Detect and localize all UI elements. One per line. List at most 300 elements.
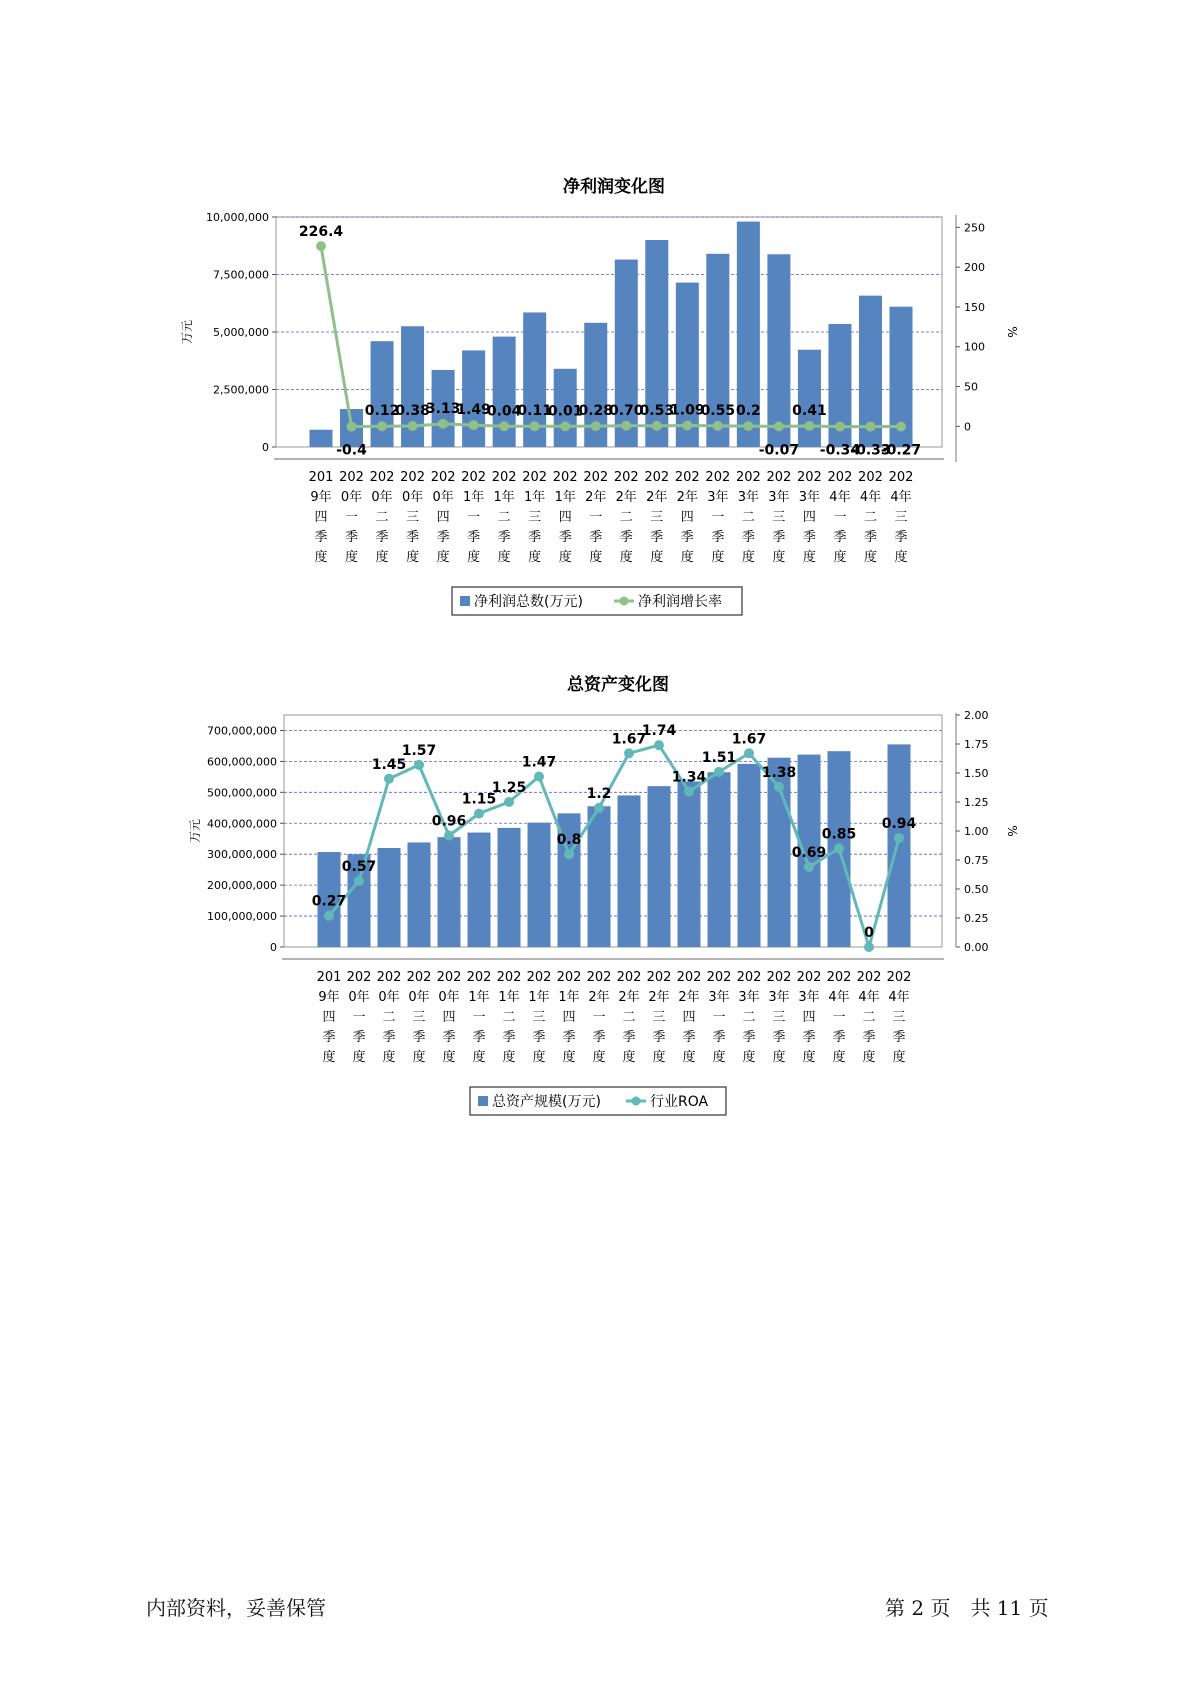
x-tick-label: 3年 — [708, 990, 730, 1005]
x-tick-label: 度 — [352, 1050, 366, 1065]
x-tick-label: 三 — [772, 1010, 786, 1025]
x-tick-label: 一 — [472, 1010, 486, 1025]
line-point — [684, 787, 694, 797]
y-tick-label: 200,000,000 — [207, 879, 277, 893]
x-tick-label: 季 — [682, 1030, 696, 1045]
x-tick-label: 度 — [650, 550, 664, 565]
x-tick-label: 度 — [472, 1050, 486, 1065]
x-tick-label: 三 — [652, 1010, 666, 1025]
y2-tick-label: 1.00 — [964, 825, 989, 838]
x-tick-label: 四 — [314, 510, 328, 525]
x-tick-label: 度 — [345, 550, 359, 565]
x-tick-label: 季 — [322, 1030, 336, 1045]
line-point — [347, 422, 357, 432]
net-profit-chart — [0, 160, 1191, 630]
data-label: 0.28 — [578, 403, 614, 420]
x-tick-label: 三 — [412, 1010, 426, 1025]
x-tick-label: 1年 — [524, 490, 546, 505]
x-tick-label: 一 — [345, 510, 359, 525]
x-tick-label: 四 — [442, 1010, 456, 1025]
x-tick-label: 季 — [589, 530, 603, 545]
x-tick-label: 一 — [711, 510, 725, 525]
y-tick-label: 10,000,000 — [206, 211, 269, 224]
x-tick-label: 度 — [894, 550, 908, 565]
x-tick-label: 季 — [772, 1030, 786, 1045]
x-tick-label: 季 — [467, 530, 481, 545]
bar — [708, 772, 731, 947]
line-point — [474, 809, 484, 819]
x-tick-label: 202 — [400, 470, 425, 485]
x-tick-label: 3年 — [738, 990, 760, 1005]
x-tick-label: 度 — [528, 550, 542, 565]
y2-axis-label: % — [1005, 825, 1019, 837]
x-tick-label: 季 — [412, 1030, 426, 1045]
x-tick-label: 202 — [430, 470, 456, 485]
x-tick-label: 3年 — [798, 990, 820, 1005]
legend-bar-swatch — [460, 596, 470, 606]
x-tick-label: 2年 — [615, 490, 637, 505]
x-tick-label: 二 — [497, 510, 511, 525]
x-tick-label: 202 — [766, 470, 792, 485]
legend-line-point — [620, 597, 629, 606]
x-tick-label: 度 — [742, 1050, 756, 1065]
x-tick-label: 2年 — [676, 490, 698, 505]
x-tick-label: 季 — [832, 1030, 846, 1045]
line-point — [591, 421, 601, 431]
x-tick-label: 二 — [863, 510, 877, 525]
y-tick-label: 0 — [262, 441, 269, 454]
data-label: 1.51 — [701, 749, 737, 766]
data-label: 1.15 — [461, 791, 497, 808]
x-tick-label: 度 — [682, 1050, 696, 1065]
x-tick-label: 9年 — [310, 490, 332, 505]
x-tick-label: 1年 — [558, 990, 580, 1005]
x-tick-label: 202 — [706, 970, 732, 985]
x-tick-label: 四 — [802, 1010, 816, 1025]
x-tick-label: 季 — [741, 530, 755, 545]
line-point — [743, 421, 753, 431]
x-tick-label: 0年 — [432, 490, 454, 505]
x-tick-label: 度 — [622, 1050, 636, 1065]
line-point — [414, 760, 424, 770]
x-tick-label: 202 — [586, 970, 612, 985]
x-tick-label: 度 — [314, 550, 328, 565]
data-label: 0.8 — [556, 832, 582, 849]
line-point — [864, 942, 874, 952]
x-tick-label: 季 — [436, 530, 450, 545]
x-tick-label: 季 — [528, 530, 542, 545]
x-tick-label: 202 — [736, 970, 762, 985]
x-tick-label: 度 — [619, 550, 633, 565]
bar — [310, 430, 333, 447]
y2-tick-label: 250 — [964, 221, 985, 235]
x-tick-label: 0年 — [438, 990, 460, 1005]
line-point — [624, 748, 634, 758]
y-tick-label: 700,000,000 — [207, 724, 277, 738]
data-label: 226.4 — [298, 224, 344, 241]
x-tick-label: 季 — [742, 1030, 756, 1045]
x-tick-label: 202 — [858, 470, 883, 485]
x-tick-label: 度 — [711, 550, 725, 565]
x-tick-label: 度 — [772, 550, 786, 565]
bar — [498, 828, 521, 947]
chart-title: 净利润变化图 — [563, 177, 665, 197]
x-tick-label: 2年 — [678, 990, 700, 1005]
x-tick-label: 0年 — [378, 990, 400, 1005]
line-point — [652, 421, 662, 431]
line-point — [499, 421, 509, 431]
x-tick-label: 2年 — [588, 990, 610, 1005]
data-label: 1.09 — [670, 402, 705, 419]
x-tick-label: 三 — [892, 1010, 906, 1025]
x-tick-label: 季 — [772, 530, 786, 545]
x-tick-label: 度 — [406, 550, 420, 565]
x-tick-label: 度 — [592, 1050, 606, 1065]
x-tick-label: 三 — [650, 510, 664, 525]
data-label: 1.34 — [671, 769, 707, 786]
x-tick-label: 1年 — [528, 990, 550, 1005]
x-tick-label: 202 — [827, 470, 853, 485]
data-label: 0.11 — [517, 403, 552, 420]
x-tick-label: 202 — [886, 970, 912, 985]
line-point — [444, 831, 454, 841]
x-tick-label: 度 — [502, 1050, 516, 1065]
x-tick-label: 季 — [382, 1030, 396, 1045]
y-axis-label: 万元 — [188, 818, 202, 844]
bar — [438, 837, 461, 947]
x-tick-label: 度 — [680, 550, 694, 565]
x-tick-label: 2年 — [585, 490, 607, 505]
x-tick-label: 202 — [496, 970, 522, 985]
x-tick-label: 度 — [375, 550, 389, 565]
line-point — [714, 767, 724, 777]
x-tick-label: 度 — [832, 1050, 846, 1065]
x-tick-label: 一 — [467, 510, 481, 525]
chart-svg — [0, 660, 1191, 1130]
x-tick-label: 三 — [772, 510, 786, 525]
x-tick-label: 0年 — [348, 990, 370, 1005]
x-tick-label: 202 — [583, 470, 609, 485]
y2-tick-label: 1.25 — [964, 796, 989, 809]
y2-tick-label: 2.00 — [964, 709, 989, 722]
x-tick-label: 202 — [646, 970, 672, 985]
x-tick-label: 二 — [619, 510, 633, 525]
line-point — [384, 774, 394, 784]
x-tick-label: 202 — [376, 970, 402, 985]
x-tick-label: 三 — [532, 1010, 546, 1025]
bar — [798, 350, 821, 447]
data-label: 0.55 — [700, 402, 736, 419]
line-point — [438, 419, 448, 429]
data-label: 0.57 — [341, 858, 377, 875]
x-tick-label: 二 — [862, 1010, 876, 1025]
x-tick-label: 2年 — [646, 490, 668, 505]
x-tick-label: 四 — [322, 1010, 336, 1025]
x-tick-label: 四 — [802, 510, 816, 525]
y-axis-label: 万元 — [180, 319, 194, 345]
x-tick-label: 度 — [863, 550, 877, 565]
x-tick-label: 0年 — [408, 990, 430, 1005]
data-label: 0.27 — [311, 893, 347, 910]
y-tick-label: 0 — [270, 941, 277, 954]
line-point — [316, 241, 326, 251]
line-point — [774, 421, 784, 431]
x-tick-label: 二 — [502, 1010, 516, 1025]
x-tick-label: 202 — [797, 470, 822, 485]
data-label: 0.94 — [881, 815, 917, 832]
data-label: 1.38 — [761, 764, 797, 781]
y-tick-label: 500,000,000 — [207, 786, 277, 800]
data-label: 0.41 — [792, 402, 827, 419]
x-tick-label: 202 — [369, 470, 395, 485]
x-tick-label: 3年 — [707, 490, 729, 505]
data-label: -0.07 — [758, 442, 800, 459]
x-tick-label: 一 — [592, 1010, 606, 1025]
x-tick-label: 一 — [352, 1010, 366, 1025]
bar — [888, 744, 911, 947]
line-point — [377, 421, 387, 431]
data-label: 1.25 — [491, 780, 527, 796]
x-tick-label: 202 — [522, 470, 548, 485]
x-tick-label: 一 — [832, 1010, 846, 1025]
x-tick-label: 季 — [562, 1030, 576, 1045]
line-point — [804, 421, 814, 431]
x-tick-label: 4年 — [859, 490, 882, 505]
y-tick-label: 7,500,000 — [213, 268, 269, 282]
x-tick-label: 度 — [412, 1050, 426, 1065]
x-tick-label: 4年 — [829, 490, 851, 505]
line-point — [469, 420, 479, 430]
x-tick-label: 202 — [796, 970, 822, 985]
x-tick-label: 度 — [802, 1050, 816, 1065]
x-tick-label: 度 — [497, 550, 511, 565]
x-tick-label: 季 — [442, 1030, 456, 1045]
bar — [378, 848, 401, 947]
x-tick-label: 季 — [894, 530, 908, 545]
x-tick-label: 度 — [802, 550, 816, 565]
x-tick-label: 四 — [558, 510, 572, 525]
data-label: 0.04 — [486, 403, 522, 420]
x-tick-label: 一 — [833, 510, 847, 525]
y-tick-label: 600,000,000 — [207, 755, 277, 769]
line-point — [774, 782, 784, 792]
data-label: -0.4 — [336, 442, 367, 459]
x-tick-label: 3年 — [798, 490, 821, 505]
data-label: 0 — [864, 925, 874, 941]
x-tick-label: 四 — [436, 510, 450, 525]
chart-title: 总资产变化图 — [567, 675, 669, 695]
y-tick-label: 2,500,000 — [213, 383, 269, 397]
data-label: -0.34 — [819, 442, 861, 459]
line-point — [564, 849, 574, 859]
line-point — [654, 740, 664, 750]
bar — [618, 795, 641, 947]
x-tick-label: 季 — [712, 1030, 726, 1045]
x-tick-label: 季 — [345, 530, 359, 545]
y2-tick-label: 0.75 — [964, 854, 989, 867]
x-tick-label: 202 — [436, 970, 462, 985]
x-tick-label: 1年 — [462, 490, 485, 505]
x-tick-label: 季 — [650, 530, 664, 545]
x-tick-label: 202 — [705, 470, 731, 485]
line-point — [621, 421, 631, 431]
bar — [678, 782, 701, 947]
line-point — [865, 422, 875, 432]
bar — [738, 764, 761, 947]
x-tick-label: 度 — [562, 1050, 576, 1065]
line-point — [894, 833, 904, 843]
legend-line-point — [632, 1097, 641, 1106]
x-tick-label: 3年 — [768, 990, 790, 1005]
x-tick-label: 202 — [616, 970, 642, 985]
x-tick-label: 202 — [491, 470, 517, 485]
x-tick-label: 季 — [802, 530, 816, 545]
x-tick-label: 2年 — [618, 990, 640, 1005]
y2-tick-label: 0.25 — [964, 912, 989, 925]
x-tick-label: 一 — [589, 510, 603, 525]
x-tick-label: 度 — [442, 1050, 456, 1065]
x-tick-label: 度 — [532, 1050, 546, 1065]
line-point — [713, 421, 723, 431]
x-tick-label: 202 — [735, 470, 761, 485]
x-tick-label: 0年 — [340, 490, 363, 505]
x-tick-label: 202 — [406, 970, 432, 985]
y-tick-label: 300,000,000 — [207, 848, 277, 862]
data-label: -0.33 — [850, 442, 891, 459]
x-tick-label: 度 — [382, 1050, 396, 1065]
y2-tick-label: 1.50 — [964, 767, 989, 780]
x-tick-label: 1年 — [468, 990, 490, 1005]
line-point — [834, 843, 844, 853]
x-tick-label: 202 — [466, 970, 492, 985]
x-tick-label: 202 — [826, 970, 852, 985]
y2-tick-label: 50 — [964, 380, 978, 394]
x-tick-label: 202 — [674, 470, 700, 485]
footer-confidential-note: 内部资料，妥善保管 — [146, 1596, 326, 1620]
line-point — [530, 421, 540, 431]
x-tick-label: 0年 — [371, 490, 393, 505]
x-tick-label: 4年 — [858, 990, 880, 1005]
bar — [468, 833, 491, 947]
x-tick-label: 二 — [375, 510, 389, 525]
x-tick-label: 202 — [461, 470, 487, 485]
x-tick-label: 202 — [856, 970, 882, 985]
x-tick-label: 二 — [742, 1010, 756, 1025]
x-tick-label: 202 — [556, 970, 582, 985]
x-tick-label: 季 — [680, 530, 694, 545]
data-label: 1.47 — [521, 754, 557, 771]
x-tick-label: 度 — [467, 550, 481, 565]
y2-tick-label: 150 — [964, 300, 985, 314]
data-label: 0.69 — [791, 844, 827, 861]
line-point — [594, 803, 604, 813]
line-point — [804, 862, 814, 872]
x-tick-label: 二 — [382, 1010, 396, 1025]
x-tick-label: 度 — [652, 1050, 666, 1065]
legend-bar-swatch — [478, 1096, 488, 1106]
data-label: 3.13 — [425, 400, 461, 417]
y2-tick-label: 100 — [964, 340, 985, 354]
data-label: 0.38 — [395, 403, 430, 420]
x-tick-label: 4年 — [890, 490, 912, 505]
x-tick-label: 度 — [558, 550, 572, 565]
y2-tick-label: 1.75 — [964, 738, 989, 751]
data-label: 1.2 — [586, 785, 612, 802]
x-tick-label: 3年 — [768, 490, 790, 505]
x-tick-label: 四 — [562, 1010, 576, 1025]
x-tick-label: 度 — [833, 550, 847, 565]
x-tick-label: 季 — [802, 1030, 816, 1045]
x-tick-label: 202 — [346, 970, 372, 985]
total-assets-chart — [0, 660, 1191, 1130]
x-tick-label: 202 — [644, 470, 670, 485]
legend-item-line: 净利润增长率 — [638, 594, 722, 610]
line-point — [744, 748, 754, 758]
x-tick-label: 季 — [863, 530, 877, 545]
x-tick-label: 202 — [888, 470, 914, 485]
x-tick-label: 季 — [406, 530, 420, 545]
x-tick-label: 1年 — [498, 990, 520, 1005]
data-label: 1.57 — [401, 742, 437, 759]
x-tick-label: 度 — [741, 550, 755, 565]
line-point — [682, 420, 692, 430]
legend-item-line: 行业ROA — [650, 1094, 709, 1110]
data-label: 1.67 — [611, 731, 647, 748]
x-tick-label: 202 — [613, 470, 639, 485]
x-tick-label: 四 — [682, 1010, 696, 1025]
x-tick-label: 季 — [352, 1030, 366, 1045]
x-tick-label: 季 — [833, 530, 847, 545]
bar — [648, 786, 671, 947]
data-label: 1.74 — [641, 723, 677, 740]
y2-tick-label: 0.50 — [964, 883, 989, 896]
y-tick-label: 5,000,000 — [213, 326, 269, 339]
x-tick-label: 季 — [472, 1030, 486, 1045]
x-tick-label: 季 — [711, 530, 725, 545]
x-tick-label: 季 — [314, 530, 328, 545]
x-tick-label: 季 — [652, 1030, 666, 1045]
data-label: 0.12 — [364, 403, 400, 420]
x-tick-label: 季 — [558, 530, 572, 545]
x-tick-label: 1年 — [554, 490, 576, 505]
data-label: 1.45 — [371, 756, 407, 773]
data-label: 0.53 — [639, 402, 675, 419]
x-tick-label: 202 — [526, 970, 552, 985]
bar — [462, 350, 485, 447]
data-label: 0.01 — [547, 403, 583, 420]
legend-item-bars: 净利润总数(万元) — [474, 594, 583, 610]
x-tick-label: 201 — [316, 970, 342, 985]
bar — [528, 823, 551, 947]
x-tick-label: 三 — [528, 510, 542, 525]
y2-tick-label: 200 — [964, 261, 985, 275]
line-point — [835, 422, 845, 432]
bar — [615, 260, 638, 447]
data-label: 0.85 — [821, 826, 857, 843]
chart-svg — [0, 160, 1191, 630]
x-tick-label: 季 — [497, 530, 511, 545]
x-tick-label: 一 — [712, 1010, 726, 1025]
x-tick-label: 202 — [766, 970, 792, 985]
x-tick-label: 二 — [622, 1010, 636, 1025]
x-tick-label: 三 — [894, 510, 908, 525]
data-label: -0.27 — [880, 442, 922, 459]
x-tick-label: 季 — [619, 530, 633, 545]
x-tick-label: 季 — [622, 1030, 636, 1045]
x-tick-label: 二 — [741, 510, 755, 525]
x-tick-label: 度 — [862, 1050, 876, 1065]
x-tick-label: 1年 — [493, 490, 515, 505]
